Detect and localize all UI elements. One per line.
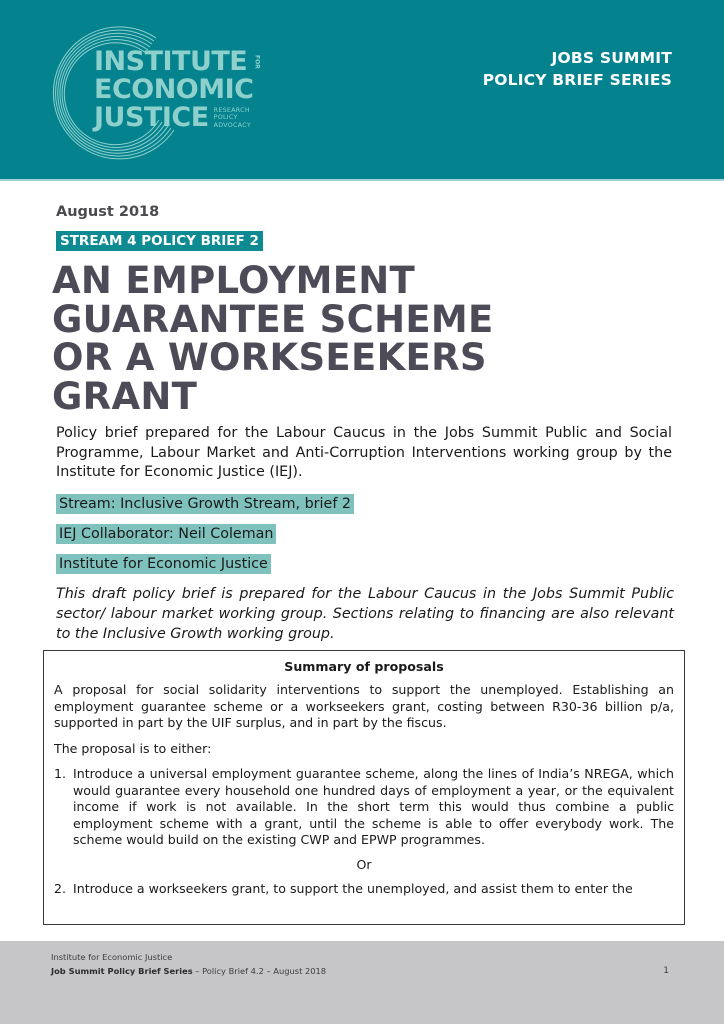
stream-badge: STREAM 4 POLICY BRIEF 2: [56, 231, 263, 251]
summary-or: Or: [356, 856, 372, 872]
tag-stream: Stream: Inclusive Growth Stream, brief 2: [56, 494, 354, 514]
footer-series: [51, 966, 326, 977]
summary-item-number: 2.: [54, 881, 67, 896]
footer-series-name: Job Summit Policy Brief Series: [51, 966, 193, 976]
tag-collaborator: IEJ Collaborator: Neil Coleman: [56, 524, 276, 544]
summary-box: [43, 650, 685, 925]
series-title: [483, 47, 672, 91]
title-line: OR A WORKSEEKERS: [52, 336, 487, 379]
intro-paragraph: Policy brief prepared for the Labour Caucus in the Jobs Summit Public and Social Programme, Labour Market and Anti-Corruption Interventions working group by the Institute for Economic Justice (IEJ).: [56, 425, 672, 480]
publication-date: August 2018: [56, 204, 160, 220]
logo-word-for: FOR: [253, 55, 261, 69]
logo-word-justice: JUSTICE: [94, 102, 209, 133]
summary-item: [54, 766, 674, 849]
page-footer: [0, 941, 724, 1024]
summary-item-number: 1.: [54, 766, 67, 781]
series-title-line1: JOBS SUMMIT: [551, 49, 672, 67]
page-number: 1: [663, 966, 669, 976]
header-band: [0, 0, 724, 179]
footer-series-detail: – Policy Brief 4.2 – August 2018: [192, 966, 327, 976]
page-title: [52, 259, 692, 418]
summary-either: The proposal is to either:: [54, 740, 212, 756]
logo-tag-policy: POLICY: [213, 114, 238, 121]
footer-org: Institute for Economic Justice: [51, 952, 173, 962]
series-title-line2: POLICY BRIEF SERIES: [482, 71, 672, 89]
logo-word-economic: ECONOMIC: [94, 74, 254, 105]
draft-note: This draft policy brief is prepared for the Labour Caucus in the Jobs Summit Public sector/ labour market working group. Sections relating to financing are also relevant to the Inclusive Growth working group.: [56, 586, 674, 642]
summary-item: [54, 881, 674, 898]
logo-tag-advocacy: ADVOCACY: [213, 121, 251, 129]
logo-word-institute: INSTITUTE: [94, 46, 248, 77]
logo-tag-research: RESEARCH: [213, 106, 250, 114]
summary-title: Summary of proposals: [284, 659, 444, 674]
logo-row-institute: [94, 48, 260, 76]
summary-body: [54, 682, 674, 906]
title-line: AN EMPLOYMENT: [52, 259, 416, 302]
logo-wordmark: [94, 48, 260, 132]
logo-word-stack: [94, 48, 260, 132]
logo-row-justice: [94, 104, 260, 132]
tag-list: [56, 494, 354, 574]
logo-tagline: [214, 107, 251, 130]
title-line: GRANT: [52, 374, 198, 418]
summary-item-text: Introduce a workseekers grant, to support the unemployed, and assist them to enter the: [73, 881, 633, 896]
logo-row-economic: [94, 76, 260, 104]
summary-lead: A proposal for social solidarity interventions to support the unemployed. Establishing an employment guarantee scheme or a workseekers grant, costing between R30-36 billion p/a, supported in part by the UIF surplus, and in part by the fiscus.: [54, 682, 674, 730]
summary-item-text: Introduce a universal employment guarantee scheme, along the lines of India’s NREGA, which would guarantee every household one hundred days of employment a year, or the equivalent income if work is not available. In the short term this would thus combine a public employment scheme with a grant, until the scheme is able to offer everybody work. The scheme would build on the existing CWP and EPWP programmes.: [73, 766, 674, 847]
iej-logo: [44, 26, 364, 170]
title-line: GUARANTEE SCHEME: [52, 297, 494, 341]
tag-institute: Institute for Economic Justice: [56, 554, 271, 574]
